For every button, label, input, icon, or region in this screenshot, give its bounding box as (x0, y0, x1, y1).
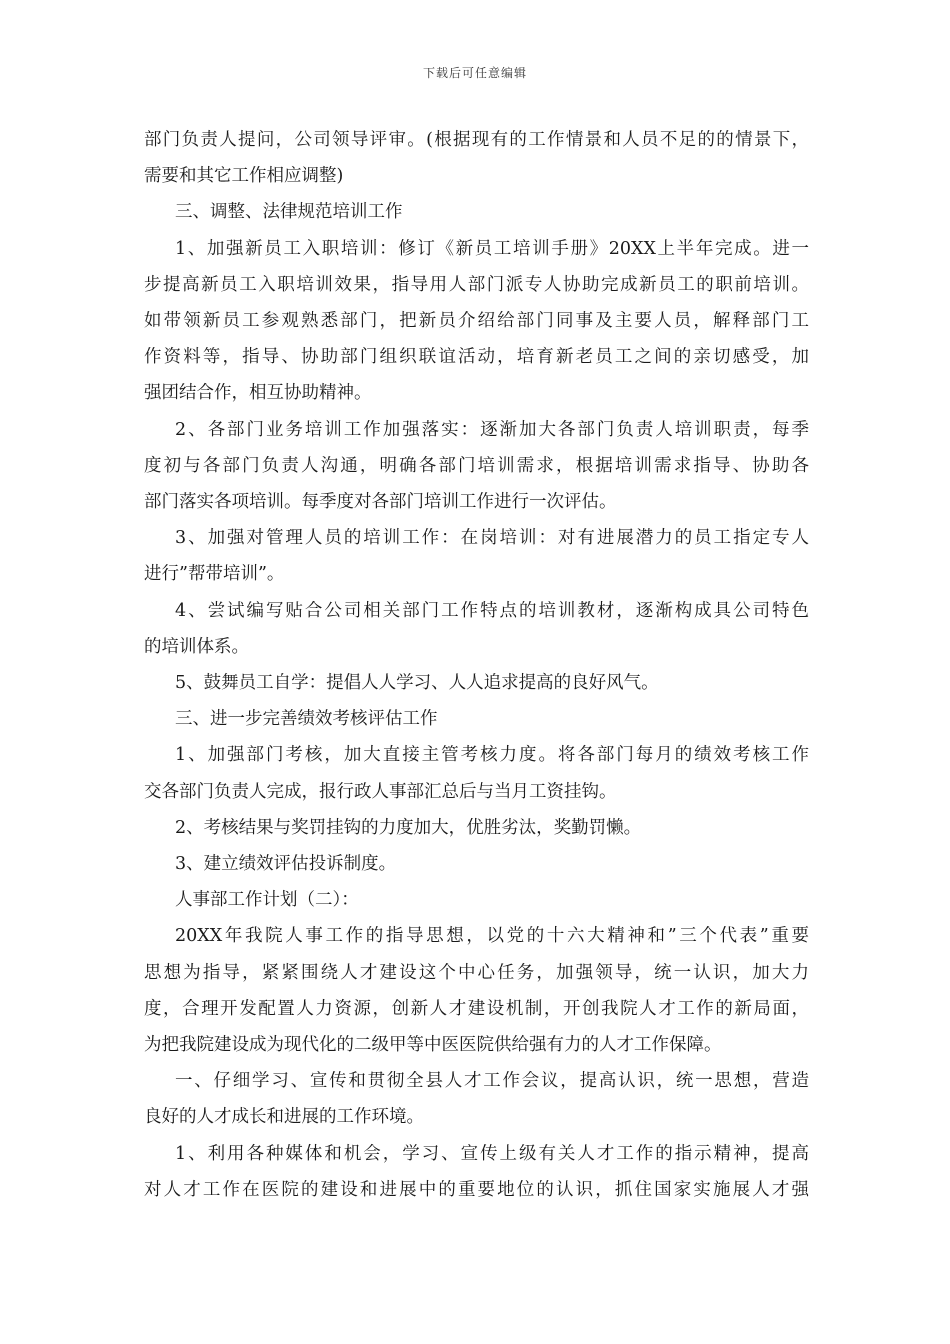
text-line: 良好的人才成长和进展的工作环境。 (144, 1107, 424, 1128)
page-header: 下载后可任意编辑 (422, 66, 527, 80)
text-line: 交各部门负责人完成，报行政人事部汇总后与当月工资挂钩。 (144, 781, 617, 802)
text-line: 3、加强对管理人员的培训工作：在岗培训：对有进展潜力的员工指定专人 (175, 528, 809, 549)
text-line: 2、各部门业务培训工作加强落实：逐渐加大各部门负责人培训职责，每季 (175, 419, 809, 440)
document-body (144, 122, 809, 1208)
text-line: 进行”帮带培训”。 (144, 564, 285, 585)
text-line: 人事部工作计划（二）： (175, 890, 359, 911)
text-line: 三、进一步完善绩效考核评估工作 (175, 709, 438, 730)
text-line: 步提高新员工入职培训效果，指导用人部门派专人协助完成新员工的职前培训。 (144, 274, 809, 295)
text-line: 部门落实各项培训。每季度对各部门培训工作进行一次评估。 (144, 492, 617, 513)
text-line: 如带领新员工参观熟悉部门，把新员介绍给部门同事及主要人员，解释部门工 (144, 311, 809, 332)
text-line: 对人才工作在医院的建设和进展中的重要地位的认识，抓住国家实施展人才强 (144, 1179, 809, 1200)
text-line: 为把我院建设成为现代化的二级甲等中医医院供给强有力的人才工作保障。 (144, 1035, 722, 1056)
text-line: 2、考核结果与奖罚挂钩的力度加大，优胜劣汰，奖勤罚懒。 (175, 817, 642, 838)
text-line: 度初与各部门负责人沟通，明确各部门培训需求，根据培训需求指导、协助各 (144, 455, 809, 476)
text-line: 20XX年我院人事工作的指导思想，以党的十六大精神和”三个代表”重要 (175, 926, 809, 947)
text-line: 强团结合作，相互协助精神。 (144, 383, 372, 404)
text-line: 1、加强新员工入职培训：修订《新员工培训手册》20XX上半年完成。进一 (175, 238, 809, 259)
text-line: 4、尝试编写贴合公司相关部门工作特点的培训教材，逐渐构成具公司特色 (175, 600, 809, 621)
text-line: 一、仔细学习、宣传和贯彻全县人才工作会议，提高认识，统一思想，营造 (175, 1071, 809, 1092)
text-line: 5、鼓舞员工自学：提倡人人学习、人人追求提高的良好风气。 (175, 673, 659, 694)
text-line: 3、建立绩效评估投诉制度。 (175, 854, 397, 875)
text-line: 三、调整、法律规范培训工作 (175, 202, 403, 223)
text-line: 需要和其它工作相应调整) (144, 166, 344, 187)
text-line: 的培训体系。 (144, 636, 249, 657)
text-line: 思想为指导，紧紧围绕人才建设这个中心任务，加强领导，统一认识，加大力 (144, 962, 809, 983)
text-line: 1、加强部门考核，加大直接主管考核力度。将各部门每月的绩效考核工作 (175, 745, 809, 766)
text-line: 部门负责人提问，公司领导评审。(根据现有的工作情景和人员不足的的情景下， (144, 130, 809, 150)
text-line: 1、利用各种媒体和机会，学习、宣传上级有关人才工作的指示精神，提高 (175, 1143, 809, 1164)
text-line: 度，合理开发配置人力资源，创新人才建设机制，开创我院人才工作的新局面， (144, 998, 809, 1019)
text-line: 作资料等，指导、协助部门组织联谊活动，培育新老员工之间的亲切感受，加 (144, 347, 809, 368)
